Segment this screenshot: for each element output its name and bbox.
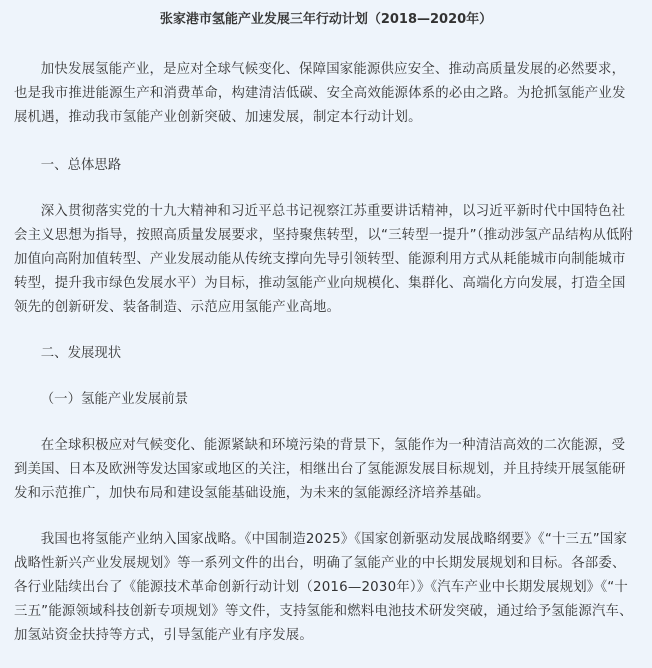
spacer	[14, 130, 638, 154]
spacer	[14, 37, 638, 58]
spacer	[14, 412, 638, 434]
document-title: 张家港市氢能产业发展三年行动计划（2018—2020年）	[159, 12, 493, 27]
spacer	[14, 320, 638, 342]
intro-paragraph: 加快发展氢能产业，是应对全球气候变化、保障国家能源供应安全、推动高质量发展的必然要求，也是我市推进能源生产和消费革命，构建清洁低碳、安全高效能源体系的必由之路。为抢抓氢能产业发展机遇，推动我市氢能产业创新突破、加速发展，制定本行动计划。	[14, 62, 626, 125]
section-1-heading: 一、总体思路	[40, 158, 122, 173]
spacer	[14, 178, 638, 200]
subsection-1-paragraph-1: 在全球积极应对气候变化、能源紧缺和环境污染的背景下，氢能作为一种清洁高效的二次能源，受到美国、日本及欧洲等发达国家或地区的关注，相继出台了氢能源发展目标规划，并且持续开展氢能研发和示范推广，加快布局和建设氢能基础设施，为未来的氢能源经济培养基础。	[14, 438, 626, 501]
section-1-paragraph: 深入贯彻落实党的十九大精神和习近平总书记视察江苏重要讲话精神，以习近平新时代中国特色社会主义思想为指导，按照高质量发展要求，坚持聚焦转型，以“三转型一提升”（推动涉氢产品结构从低附加值向高附加值转型、产业发展动能从传统支撑向先导引领转型、能源利用方式从耗能城市向制能城市转型，提升我市绿色发展水平）为目标，推动氢能产业向规模化、集群化、高端化方向发展，打造全国领先的创新研发、装备制造、示范应用氢能产业高地。	[14, 204, 634, 315]
spacer	[14, 366, 638, 388]
spacer	[14, 506, 638, 528]
section-2-heading: 二、发展现状	[40, 346, 122, 361]
subsection-1-paragraph-2: 我国也将氢能产业纳入国家战略。《中国制造2025》《国家创新驱动发展战略纲要》《“十三五”国家战略性新兴产业发展规划》等一系列文件的出台，明确了氢能产业的中长期发展规划和目标。各部委、各行业陆续出台了《能源技术革命创新行动计划（2016—2030年）》《汽车产业中长期发展规划》《“十三五”能源领域科技创新专项规划》等文件，支持氢能和燃料电池技术研发突破，通过给予氢能源汽车、加氢站资金扶持等方式，引导氢能产业有序发展。	[14, 532, 633, 643]
subsection-1-heading: （一）氢能产业发展前景	[40, 392, 189, 407]
